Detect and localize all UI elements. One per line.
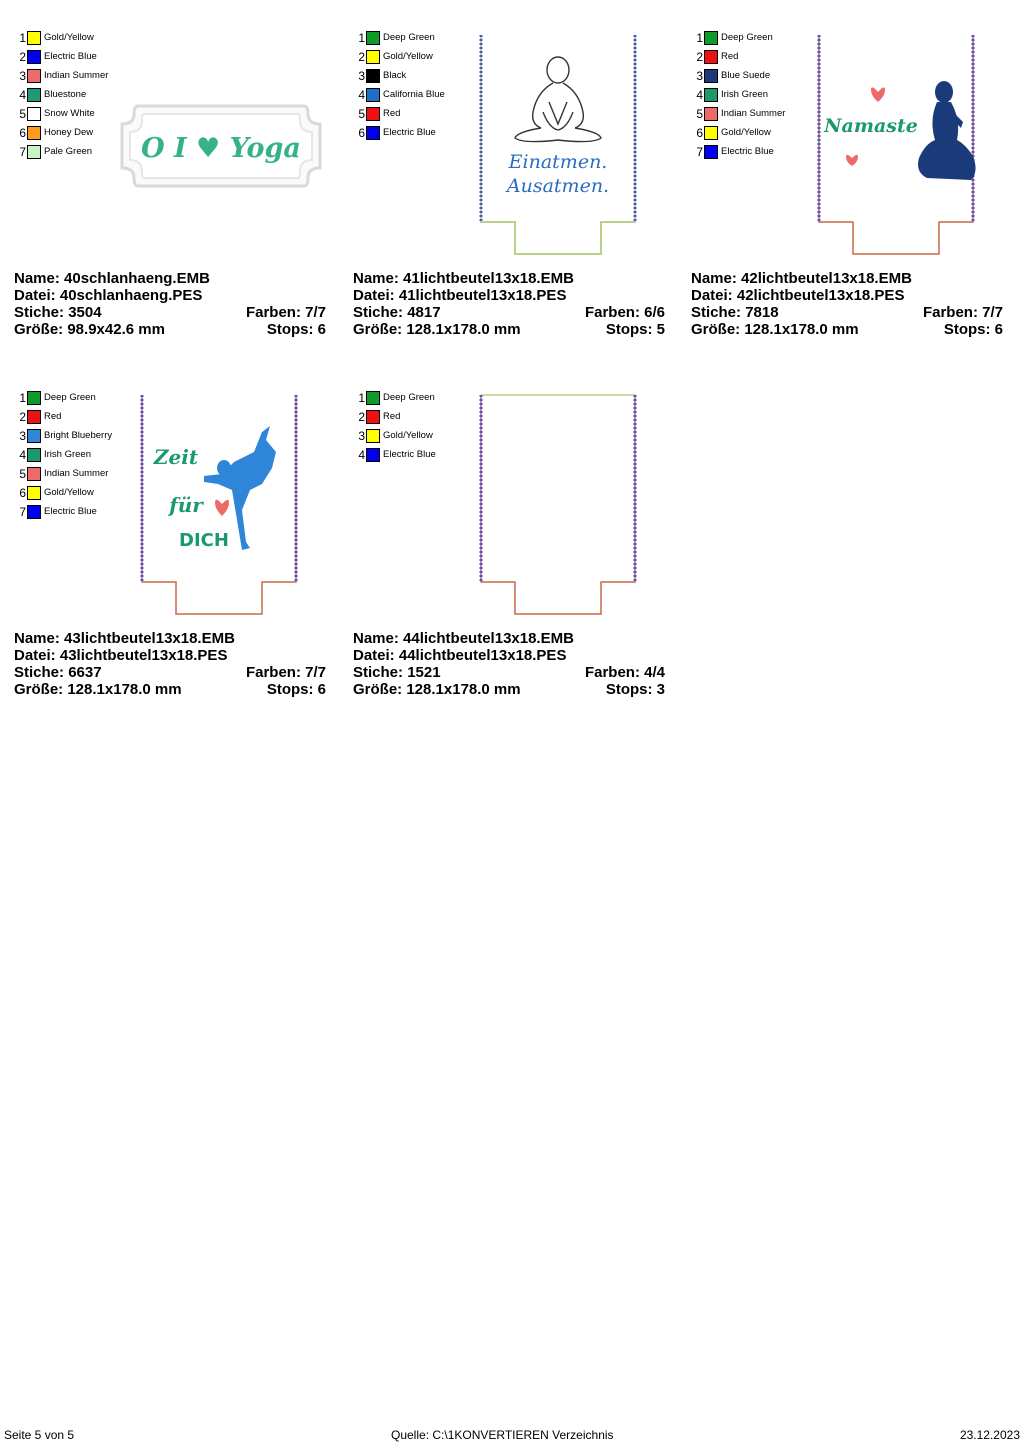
color-row: 5 Snow White — [19, 106, 95, 121]
design-info: Name: 40schlanhaeng.EMB Datei: 40schlanhaeng.PES Stiche: 3504 Farben: 7/7 Größe: 98.9x42.6 mm Stops: 6 — [14, 270, 326, 338]
stitch-count: 3504 — [68, 304, 102, 321]
color-swatch — [27, 505, 41, 519]
color-swatch — [27, 391, 41, 405]
embroidery-preview — [477, 392, 643, 620]
file-name: 44lichtbeutel13x18.EMB — [403, 630, 574, 647]
color-row: 7 Electric Blue — [19, 504, 97, 519]
file-datei: 43lichtbeutel13x18.PES — [59, 647, 228, 664]
color-swatch — [27, 69, 41, 83]
color-count: 7/7 — [982, 304, 1003, 321]
embroidery-preview — [477, 32, 643, 260]
color-row: 4 Irish Green — [696, 87, 768, 102]
design-info: Name: 43lichtbeutel13x18.EMB Datei: 43lichtbeutel13x18.PES Stiche: 6637 Farben: 7/7 Größe: 128.1x178.0 mm Stops: 6 — [14, 630, 326, 698]
color-swatch — [27, 107, 41, 121]
color-row: 2 Red — [19, 409, 62, 424]
color-swatch — [704, 31, 718, 45]
design-info: Name: 41lichtbeutel13x18.EMB Datei: 41lichtbeutel13x18.PES Stiche: 4817 Farben: 6/6 Größe: 128.1x178.0 mm Stops: 5 — [353, 270, 665, 338]
stitch-count: 6637 — [68, 664, 102, 681]
color-row: 4 California Blue — [358, 87, 445, 102]
color-swatch — [366, 410, 380, 424]
design-card — [691, 28, 1011, 358]
color-count: 7/7 — [305, 304, 326, 321]
design-size: 128.1x178.0 mm — [406, 681, 521, 698]
color-swatch — [704, 69, 718, 83]
design-card — [353, 388, 673, 718]
design-card — [353, 28, 673, 358]
color-swatch — [27, 486, 41, 500]
file-datei: 44lichtbeutel13x18.PES — [398, 647, 567, 664]
color-row: 6 Gold/Yellow — [19, 485, 94, 500]
design-text: Namaste — [824, 115, 918, 137]
page-number: Seite 5 von 5 — [4, 1428, 75, 1442]
color-swatch — [704, 126, 718, 140]
design-info: Name: 42lichtbeutel13x18.EMB Datei: 42lichtbeutel13x18.PES Stiche: 7818 Farben: 7/7 Größe: 128.1x178.0 mm Stops: 6 — [691, 270, 1003, 338]
color-swatch — [704, 50, 718, 64]
color-row: 6 Electric Blue — [358, 125, 436, 140]
stitch-count: 4817 — [407, 304, 441, 321]
color-swatch — [366, 391, 380, 405]
color-swatch — [27, 410, 41, 424]
color-row: 6 Honey Dew — [19, 125, 94, 140]
color-swatch — [366, 50, 380, 64]
color-row: 7 Pale Green — [19, 144, 93, 159]
embroidery-preview — [815, 32, 981, 260]
color-swatch — [27, 145, 41, 159]
color-row: 7 Electric Blue — [696, 144, 774, 159]
color-swatch — [366, 88, 380, 102]
color-swatch — [366, 69, 380, 83]
color-row: 2 Red — [696, 49, 739, 64]
color-swatch — [27, 467, 41, 481]
color-swatch — [27, 31, 41, 45]
design-text-line-1: Einatmen. — [508, 151, 608, 173]
color-swatch — [704, 107, 718, 121]
color-row: 5 Indian Summer — [19, 466, 109, 481]
design-size: 128.1x178.0 mm — [67, 681, 182, 698]
color-swatch — [366, 126, 380, 140]
color-count: 7/7 — [305, 664, 326, 681]
color-row: 3 Bright Blueberry — [19, 428, 113, 443]
color-swatch — [27, 50, 41, 64]
file-name: 43lichtbeutel13x18.EMB — [64, 630, 235, 647]
color-swatch — [27, 429, 41, 443]
stop-count: 6 — [317, 321, 326, 338]
color-swatch — [366, 31, 380, 45]
color-row: 2 Gold/Yellow — [358, 49, 433, 64]
design-size: 128.1x178.0 mm — [744, 321, 859, 338]
design-text-line-2: für — [169, 493, 203, 517]
file-name: 40schlanhaeng.EMB — [64, 270, 210, 287]
color-swatch — [366, 107, 380, 121]
design-info: Name: 44lichtbeutel13x18.EMB Datei: 44lichtbeutel13x18.PES Stiche: 1521 Farben: 4/4 Größe: 128.1x178.0 mm Stops: 3 — [353, 630, 665, 698]
color-row: 4 Bluestone — [19, 87, 87, 102]
color-row: 6 Gold/Yellow — [696, 125, 771, 140]
design-card — [14, 28, 334, 358]
design-text-line-1: Zeit — [153, 445, 199, 469]
color-row: 1 Deep Green — [696, 30, 773, 45]
stop-count: 3 — [656, 681, 665, 698]
color-row: 3 Gold/Yellow — [358, 428, 433, 443]
color-row: 2 Electric Blue — [19, 49, 97, 64]
color-row: 3 Blue Suede — [696, 68, 771, 83]
color-row: 1 Deep Green — [358, 390, 435, 405]
design-text-line-2: Ausatmen. — [506, 175, 610, 197]
color-row: 1 Deep Green — [19, 390, 96, 405]
print-date: 23.12.2023 — [959, 1428, 1020, 1442]
stitch-count: 1521 — [407, 664, 441, 681]
design-size: 98.9x42.6 mm — [67, 321, 165, 338]
color-row: 2 Red — [358, 409, 401, 424]
stitch-count: 7818 — [745, 304, 779, 321]
color-row: 5 Red — [358, 106, 401, 121]
color-swatch — [27, 448, 41, 462]
source-path: Quelle: C:\1KONVERTIEREN Verzeichnis — [391, 1428, 614, 1442]
design-text: O I ♥ Yoga — [141, 133, 301, 164]
design-card — [14, 388, 334, 718]
color-row: 3 Black — [358, 68, 407, 83]
design-text-line-3: DICH — [179, 530, 229, 551]
stop-count: 6 — [317, 681, 326, 698]
embroidery-preview — [118, 102, 324, 192]
stop-count: 6 — [994, 321, 1003, 338]
color-row: 4 Electric Blue — [358, 447, 436, 462]
design-size: 128.1x178.0 mm — [406, 321, 521, 338]
color-swatch — [27, 126, 41, 140]
color-row: 1 Gold/Yellow — [19, 30, 94, 45]
color-row: 4 Irish Green — [19, 447, 91, 462]
file-datei: 42lichtbeutel13x18.PES — [736, 287, 905, 304]
file-name: 42lichtbeutel13x18.EMB — [741, 270, 912, 287]
color-swatch — [27, 88, 41, 102]
embroidery-preview — [138, 392, 304, 620]
color-swatch — [366, 448, 380, 462]
file-name: 41lichtbeutel13x18.EMB — [403, 270, 574, 287]
color-swatch — [704, 145, 718, 159]
file-datei: 40schlanhaeng.PES — [59, 287, 203, 304]
color-row: 3 Indian Summer — [19, 68, 109, 83]
color-swatch — [366, 429, 380, 443]
stop-count: 5 — [656, 321, 665, 338]
color-row: 5 Indian Summer — [696, 106, 786, 121]
color-row: 1 Deep Green — [358, 30, 435, 45]
file-datei: 41lichtbeutel13x18.PES — [398, 287, 567, 304]
color-swatch — [704, 88, 718, 102]
color-count: 4/4 — [644, 664, 665, 681]
color-count: 6/6 — [644, 304, 665, 321]
